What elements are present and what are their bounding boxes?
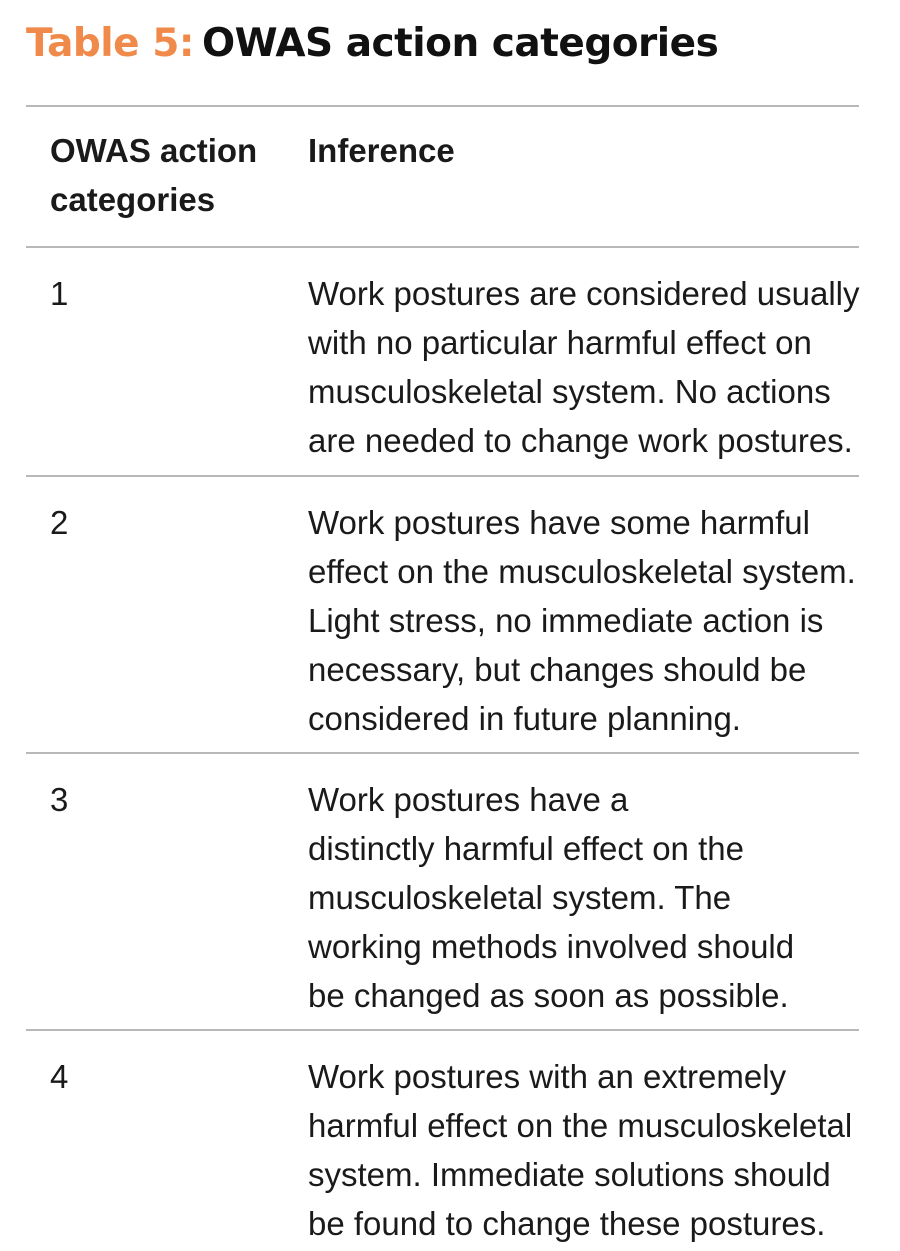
inference-line: Work postures are considered usually xyxy=(308,275,860,312)
table-number: Table 5: xyxy=(26,21,194,66)
category-cell: 4 xyxy=(50,1058,69,1095)
inference-cell xyxy=(308,775,848,1020)
inference-line: Work postures have some harmful xyxy=(308,504,810,541)
inference-line: be found to change these postures. xyxy=(308,1205,826,1242)
inference-line: effect on the musculoskeletal system. xyxy=(308,553,856,590)
category-cell: 1 xyxy=(50,275,69,312)
category-cell: 2 xyxy=(50,504,69,541)
table-title: OWAS action categories xyxy=(201,21,719,66)
table-header-row xyxy=(26,107,859,246)
owas-table xyxy=(26,105,859,1251)
inference-line: Work postures have a xyxy=(308,781,629,818)
table-row xyxy=(26,1031,859,1251)
inference-line: necessary, but changes should be xyxy=(308,651,807,688)
inference-line: musculoskeletal system. The xyxy=(308,879,732,916)
inference-line: Light stress, no immediate action is xyxy=(308,602,824,639)
inference-line: system. Immediate solutions should xyxy=(308,1156,831,1193)
inference-line: considered in future planning. xyxy=(308,700,741,737)
table-row xyxy=(26,754,859,1029)
inference-line: be changed as soon as possible. xyxy=(308,977,789,1014)
inference-line: harmful effect on the musculoskeletal xyxy=(308,1107,853,1144)
inference-line: Work postures with an extremely xyxy=(308,1058,787,1095)
column-header-category xyxy=(50,126,280,224)
inference-cell xyxy=(308,1052,853,1248)
inference-line: distinctly harmful effect on the xyxy=(308,830,744,867)
category-cell: 3 xyxy=(50,781,69,818)
column-header-inference-label: Inference xyxy=(308,132,455,169)
inference-cell xyxy=(308,498,856,743)
table-row xyxy=(26,477,859,752)
column-header-category-line: OWAS action xyxy=(50,132,258,169)
table-row xyxy=(26,248,859,475)
inference-line: musculoskeletal system. No actions xyxy=(308,373,831,410)
column-header-category-line: categories xyxy=(50,181,216,218)
column-header-inference xyxy=(308,126,848,175)
inference-line: with no particular harmful effect on xyxy=(308,324,812,361)
inference-line: are needed to change work postures. xyxy=(308,422,853,459)
inference-line: working methods involved should xyxy=(308,928,795,965)
inference-cell xyxy=(308,269,860,465)
table-caption xyxy=(26,18,718,70)
